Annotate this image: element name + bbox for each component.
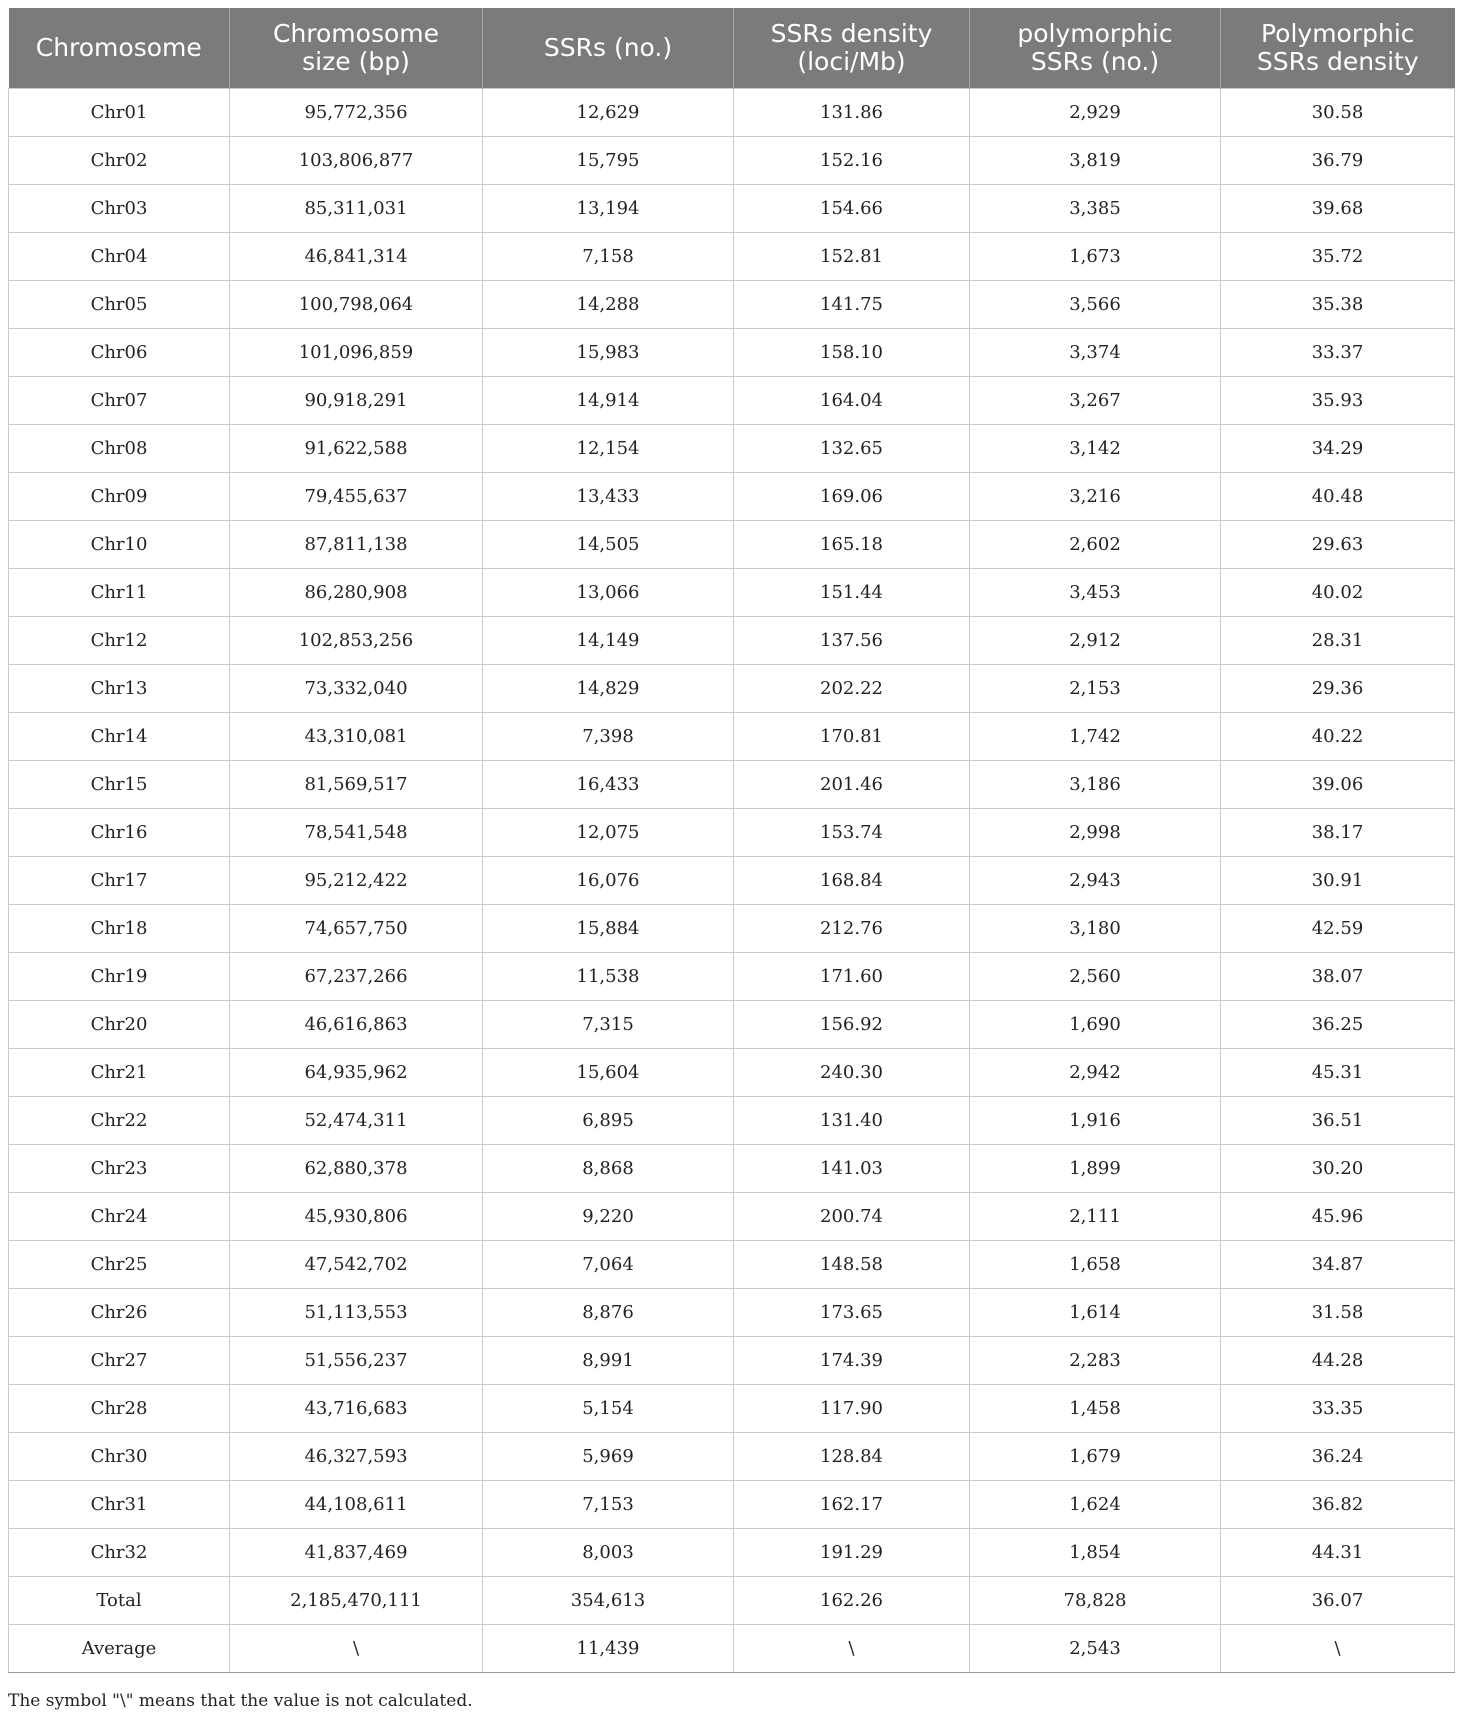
table-cell-chromosome: Chr17: [9, 857, 230, 905]
table-cell-chromosome-size: 73,332,040: [230, 665, 483, 713]
table-cell-polymorphic-ssrs-density: 33.35: [1221, 1385, 1455, 1433]
column-header-line: (loci/Mb): [797, 47, 906, 76]
table-cell-polymorphic-ssrs-density: 30.91: [1221, 857, 1455, 905]
column-header-chromosome-size: [230, 8, 483, 89]
table-row: [9, 665, 1455, 713]
table-cell-chromosome-size: 102,853,256: [230, 617, 483, 665]
table-row: [9, 281, 1455, 329]
column-header-ssrs-density: [734, 8, 970, 89]
data-table-container: [8, 8, 1454, 1673]
table-row: [9, 1193, 1455, 1241]
table-row: [9, 1337, 1455, 1385]
table-cell-ssrs-count: 5,969: [483, 1433, 734, 1481]
table-cell-polymorphic-ssrs-count: 2,283: [970, 1337, 1221, 1385]
table-cell-chromosome-size: 79,455,637: [230, 473, 483, 521]
table-cell-chromosome: Chr13: [9, 665, 230, 713]
table-cell-chromosome: Chr20: [9, 1001, 230, 1049]
table-cell-chromosome: Chr11: [9, 569, 230, 617]
table-cell-polymorphic-ssrs-density: 45.96: [1221, 1193, 1455, 1241]
table-cell-polymorphic-ssrs-density: 33.37: [1221, 329, 1455, 377]
table-cell-chromosome: Chr12: [9, 617, 230, 665]
table-cell-polymorphic-ssrs-density: 36.07: [1221, 1577, 1455, 1625]
table-cell-polymorphic-ssrs-density: 39.68: [1221, 185, 1455, 233]
column-header-line: SSRs density: [1256, 47, 1419, 76]
table-cell-ssrs-count: 8,868: [483, 1145, 734, 1193]
table-cell-ssrs-density: 174.39: [734, 1337, 970, 1385]
column-header-line: SSRs density: [770, 19, 933, 48]
table-cell-ssrs-density: 162.26: [734, 1577, 970, 1625]
table-row: [9, 473, 1455, 521]
table-cell-ssrs-count: 6,895: [483, 1097, 734, 1145]
table-cell-polymorphic-ssrs-density: 44.28: [1221, 1337, 1455, 1385]
table-cell-chromosome-size: 67,237,266: [230, 953, 483, 1001]
table-cell-ssrs-density: 152.16: [734, 137, 970, 185]
table-cell-ssrs-density: 141.03: [734, 1145, 970, 1193]
table-cell-ssrs-density: 164.04: [734, 377, 970, 425]
table-cell-ssrs-density: 151.44: [734, 569, 970, 617]
table-cell-polymorphic-ssrs-count: 1,658: [970, 1241, 1221, 1289]
column-header-line: Polymorphic: [1260, 19, 1415, 48]
column-header-line: SSRs (no.): [1030, 47, 1160, 76]
table-cell-polymorphic-ssrs-density: 38.07: [1221, 953, 1455, 1001]
table-cell-ssrs-density: 117.90: [734, 1385, 970, 1433]
table-cell-polymorphic-ssrs-density: 45.31: [1221, 1049, 1455, 1097]
table-header-row: [9, 8, 1455, 89]
table-cell-polymorphic-ssrs-count: 2,943: [970, 857, 1221, 905]
table-cell-ssrs-count: 15,795: [483, 137, 734, 185]
table-cell-polymorphic-ssrs-count: 3,819: [970, 137, 1221, 185]
table-row: [9, 1049, 1455, 1097]
table-cell-ssrs-density: 200.74: [734, 1193, 970, 1241]
table-cell-ssrs-density: 165.18: [734, 521, 970, 569]
table-cell-polymorphic-ssrs-count: 3,453: [970, 569, 1221, 617]
table-row: [9, 809, 1455, 857]
table-cell-polymorphic-ssrs-density: 29.63: [1221, 521, 1455, 569]
table-cell-polymorphic-ssrs-density: 42.59: [1221, 905, 1455, 953]
table-cell-polymorphic-ssrs-density: 36.51: [1221, 1097, 1455, 1145]
table-cell-polymorphic-ssrs-density: 36.82: [1221, 1481, 1455, 1529]
table-row: [9, 1625, 1455, 1673]
table-cell-polymorphic-ssrs-count: 2,998: [970, 809, 1221, 857]
table-cell-ssrs-count: 7,158: [483, 233, 734, 281]
column-header-chromosome: [9, 8, 230, 89]
table-cell-polymorphic-ssrs-count: 2,543: [970, 1625, 1221, 1673]
table-cell-chromosome-size: \: [230, 1625, 483, 1673]
table-cell-ssrs-count: 5,154: [483, 1385, 734, 1433]
table-row: [9, 233, 1455, 281]
table-row: [9, 905, 1455, 953]
table-cell-polymorphic-ssrs-density: 28.31: [1221, 617, 1455, 665]
table-cell-chromosome: Chr09: [9, 473, 230, 521]
table-cell-polymorphic-ssrs-density: 29.36: [1221, 665, 1455, 713]
table-body: [9, 89, 1455, 1673]
table-cell-chromosome-size: 91,622,588: [230, 425, 483, 473]
table-cell-polymorphic-ssrs-density: 30.20: [1221, 1145, 1455, 1193]
table-cell-polymorphic-ssrs-density: 35.93: [1221, 377, 1455, 425]
table-cell-polymorphic-ssrs-count: 1,679: [970, 1433, 1221, 1481]
column-header-polymorphic-ssrs-count: [970, 8, 1221, 89]
table-cell-chromosome: Chr27: [9, 1337, 230, 1385]
table-cell-chromosome-size: 52,474,311: [230, 1097, 483, 1145]
table-row: [9, 1577, 1455, 1625]
table-cell-chromosome-size: 101,096,859: [230, 329, 483, 377]
table-cell-chromosome-size: 51,113,553: [230, 1289, 483, 1337]
table-cell-chromosome: Chr01: [9, 89, 230, 137]
table-cell-ssrs-count: 13,433: [483, 473, 734, 521]
table-cell-polymorphic-ssrs-count: 3,180: [970, 905, 1221, 953]
table-cell-polymorphic-ssrs-count: 2,111: [970, 1193, 1221, 1241]
table-cell-ssrs-count: 11,538: [483, 953, 734, 1001]
table-cell-polymorphic-ssrs-count: 1,673: [970, 233, 1221, 281]
table-cell-chromosome-size: 44,108,611: [230, 1481, 483, 1529]
table-cell-chromosome-size: 64,935,962: [230, 1049, 483, 1097]
table-cell-ssrs-density: 137.56: [734, 617, 970, 665]
table-cell-chromosome-size: 46,327,593: [230, 1433, 483, 1481]
table-cell-ssrs-density: \: [734, 1625, 970, 1673]
table-cell-chromosome: Chr31: [9, 1481, 230, 1529]
table-cell-polymorphic-ssrs-count: 3,385: [970, 185, 1221, 233]
table-cell-polymorphic-ssrs-density: 34.29: [1221, 425, 1455, 473]
table-row: [9, 185, 1455, 233]
table-cell-chromosome-size: 86,280,908: [230, 569, 483, 617]
table-cell-chromosome-size: 43,716,683: [230, 1385, 483, 1433]
table-cell-ssrs-count: 14,829: [483, 665, 734, 713]
table-cell-ssrs-count: 15,983: [483, 329, 734, 377]
table-header: [9, 8, 1455, 89]
table-cell-chromosome-size: 103,806,877: [230, 137, 483, 185]
table-cell-chromosome-size: 46,841,314: [230, 233, 483, 281]
table-cell-ssrs-density: 191.29: [734, 1529, 970, 1577]
table-cell-ssrs-count: 7,398: [483, 713, 734, 761]
table-row: [9, 617, 1455, 665]
table-cell-ssrs-density: 170.81: [734, 713, 970, 761]
table-row: [9, 89, 1455, 137]
table-cell-chromosome-size: 81,569,517: [230, 761, 483, 809]
table-cell-ssrs-density: 156.92: [734, 1001, 970, 1049]
table-cell-chromosome-size: 74,657,750: [230, 905, 483, 953]
table-cell-polymorphic-ssrs-count: 2,942: [970, 1049, 1221, 1097]
table-cell-ssrs-count: 16,076: [483, 857, 734, 905]
table-cell-polymorphic-ssrs-count: 2,153: [970, 665, 1221, 713]
table-cell-polymorphic-ssrs-count: 3,186: [970, 761, 1221, 809]
table-row: [9, 761, 1455, 809]
table-cell-polymorphic-ssrs-count: 3,566: [970, 281, 1221, 329]
table-cell-polymorphic-ssrs-density: 36.79: [1221, 137, 1455, 185]
table-cell-ssrs-count: 9,220: [483, 1193, 734, 1241]
table-cell-ssrs-count: 14,505: [483, 521, 734, 569]
table-cell-chromosome-size: 45,930,806: [230, 1193, 483, 1241]
table-cell-polymorphic-ssrs-count: 78,828: [970, 1577, 1221, 1625]
table-cell-polymorphic-ssrs-density: 39.06: [1221, 761, 1455, 809]
table-cell-polymorphic-ssrs-density: 40.48: [1221, 473, 1455, 521]
table-cell-chromosome-size: 90,918,291: [230, 377, 483, 425]
table-cell-chromosome: Chr23: [9, 1145, 230, 1193]
table-cell-ssrs-count: 14,149: [483, 617, 734, 665]
table-cell-ssrs-count: 8,003: [483, 1529, 734, 1577]
table-cell-polymorphic-ssrs-density: \: [1221, 1625, 1455, 1673]
column-header-line: Chromosome: [35, 33, 202, 62]
table-cell-polymorphic-ssrs-density: 36.24: [1221, 1433, 1455, 1481]
table-cell-chromosome: Chr21: [9, 1049, 230, 1097]
table-cell-polymorphic-ssrs-count: 1,742: [970, 713, 1221, 761]
table-cell-chromosome: Chr14: [9, 713, 230, 761]
table-cell-polymorphic-ssrs-density: 34.87: [1221, 1241, 1455, 1289]
table-row: [9, 521, 1455, 569]
table-row: [9, 329, 1455, 377]
table-cell-polymorphic-ssrs-density: 40.22: [1221, 713, 1455, 761]
table-cell-ssrs-density: 201.46: [734, 761, 970, 809]
table-cell-chromosome: Chr19: [9, 953, 230, 1001]
table-cell-polymorphic-ssrs-density: 35.38: [1221, 281, 1455, 329]
table-row: [9, 377, 1455, 425]
table-cell-polymorphic-ssrs-count: 3,216: [970, 473, 1221, 521]
table-cell-polymorphic-ssrs-density: 36.25: [1221, 1001, 1455, 1049]
table-cell-ssrs-count: 15,604: [483, 1049, 734, 1097]
table-cell-ssrs-count: 354,613: [483, 1577, 734, 1625]
table-row: [9, 1289, 1455, 1337]
table-cell-ssrs-density: 162.17: [734, 1481, 970, 1529]
table-row: [9, 569, 1455, 617]
table-cell-ssrs-density: 141.75: [734, 281, 970, 329]
table-row: [9, 1385, 1455, 1433]
table-cell-polymorphic-ssrs-density: 35.72: [1221, 233, 1455, 281]
column-header-line: Chromosome: [272, 19, 440, 48]
table-cell-chromosome: Chr18: [9, 905, 230, 953]
table-row: [9, 1433, 1455, 1481]
table-cell-chromosome: Chr30: [9, 1433, 230, 1481]
table-cell-polymorphic-ssrs-count: 2,602: [970, 521, 1221, 569]
table-cell-chromosome-size: 95,212,422: [230, 857, 483, 905]
table-cell-chromosome: Chr24: [9, 1193, 230, 1241]
table-cell-ssrs-density: 131.40: [734, 1097, 970, 1145]
column-header-line: polymorphic: [1017, 19, 1173, 48]
table-row: [9, 1001, 1455, 1049]
table-cell-chromosome-size: 46,616,863: [230, 1001, 483, 1049]
table-row: [9, 425, 1455, 473]
table-cell-polymorphic-ssrs-count: 1,854: [970, 1529, 1221, 1577]
table-cell-polymorphic-ssrs-count: 1,458: [970, 1385, 1221, 1433]
table-cell-ssrs-density: 212.76: [734, 905, 970, 953]
table-cell-chromosome: Chr25: [9, 1241, 230, 1289]
column-header-line: SSRs (no.): [543, 33, 673, 62]
table-cell-ssrs-density: 158.10: [734, 329, 970, 377]
table-row: [9, 953, 1455, 1001]
table-cell-ssrs-density: 132.65: [734, 425, 970, 473]
table-cell-ssrs-count: 12,075: [483, 809, 734, 857]
table-cell-ssrs-count: 11,439: [483, 1625, 734, 1673]
table-cell-ssrs-density: 171.60: [734, 953, 970, 1001]
table-cell-ssrs-density: 173.65: [734, 1289, 970, 1337]
table-cell-chromosome: Chr05: [9, 281, 230, 329]
table-cell-chromosome: Chr28: [9, 1385, 230, 1433]
table-cell-ssrs-count: 14,288: [483, 281, 734, 329]
table-cell-ssrs-count: 12,154: [483, 425, 734, 473]
table-cell-ssrs-density: 148.58: [734, 1241, 970, 1289]
table-cell-chromosome: Total: [9, 1577, 230, 1625]
table-cell-polymorphic-ssrs-count: 2,560: [970, 953, 1221, 1001]
table-cell-chromosome-size: 62,880,378: [230, 1145, 483, 1193]
table-row: [9, 1529, 1455, 1577]
table-cell-polymorphic-ssrs-density: 38.17: [1221, 809, 1455, 857]
table-row: [9, 1481, 1455, 1529]
table-cell-chromosome: Average: [9, 1625, 230, 1673]
table-cell-chromosome: Chr04: [9, 233, 230, 281]
table-row: [9, 1097, 1455, 1145]
table-cell-polymorphic-ssrs-count: 1,916: [970, 1097, 1221, 1145]
table-cell-polymorphic-ssrs-count: 2,912: [970, 617, 1221, 665]
table-cell-chromosome-size: 85,311,031: [230, 185, 483, 233]
table-cell-chromosome-size: 95,772,356: [230, 89, 483, 137]
table-cell-chromosome-size: 100,798,064: [230, 281, 483, 329]
table-cell-polymorphic-ssrs-count: 1,690: [970, 1001, 1221, 1049]
table-cell-polymorphic-ssrs-count: 1,614: [970, 1289, 1221, 1337]
table-row: [9, 713, 1455, 761]
table-cell-ssrs-count: 8,876: [483, 1289, 734, 1337]
table-cell-ssrs-density: 169.06: [734, 473, 970, 521]
table-cell-ssrs-density: 154.66: [734, 185, 970, 233]
table-cell-ssrs-count: 8,991: [483, 1337, 734, 1385]
table-cell-chromosome: Chr08: [9, 425, 230, 473]
table-cell-polymorphic-ssrs-count: 3,374: [970, 329, 1221, 377]
column-header-polymorphic-ssrs-density: [1221, 8, 1455, 89]
table-cell-chromosome-size: 78,541,548: [230, 809, 483, 857]
table-cell-ssrs-density: 131.86: [734, 89, 970, 137]
table-cell-chromosome: Chr02: [9, 137, 230, 185]
table-cell-chromosome: Chr26: [9, 1289, 230, 1337]
table-cell-ssrs-count: 7,064: [483, 1241, 734, 1289]
table-cell-ssrs-density: 240.30: [734, 1049, 970, 1097]
table-cell-polymorphic-ssrs-count: 2,929: [970, 89, 1221, 137]
table-cell-polymorphic-ssrs-count: 1,899: [970, 1145, 1221, 1193]
table-cell-ssrs-count: 13,066: [483, 569, 734, 617]
table-cell-ssrs-count: 14,914: [483, 377, 734, 425]
table-cell-polymorphic-ssrs-density: 31.58: [1221, 1289, 1455, 1337]
table-cell-chromosome: Chr16: [9, 809, 230, 857]
table-row: [9, 1145, 1455, 1193]
table-cell-chromosome-size: 43,310,081: [230, 713, 483, 761]
table-cell-polymorphic-ssrs-count: 3,142: [970, 425, 1221, 473]
table-row: [9, 137, 1455, 185]
table-cell-ssrs-count: 15,884: [483, 905, 734, 953]
table-row: [9, 1241, 1455, 1289]
table-cell-ssrs-density: 128.84: [734, 1433, 970, 1481]
table-cell-ssrs-density: 168.84: [734, 857, 970, 905]
table-cell-polymorphic-ssrs-count: 1,624: [970, 1481, 1221, 1529]
table-cell-chromosome: Chr03: [9, 185, 230, 233]
table-cell-ssrs-density: 202.22: [734, 665, 970, 713]
table-cell-ssrs-density: 152.81: [734, 233, 970, 281]
table-cell-ssrs-count: 7,153: [483, 1481, 734, 1529]
table-cell-polymorphic-ssrs-density: 44.31: [1221, 1529, 1455, 1577]
table-cell-polymorphic-ssrs-density: 40.02: [1221, 569, 1455, 617]
table-cell-polymorphic-ssrs-density: 30.58: [1221, 89, 1455, 137]
table-footnote: The symbol "\" means that the value is not calculated.: [8, 1691, 473, 1711]
table-cell-chromosome-size: 51,556,237: [230, 1337, 483, 1385]
table-cell-chromosome-size: 2,185,470,111: [230, 1577, 483, 1625]
column-header-line: size (bp): [302, 47, 410, 76]
table-cell-chromosome: Chr15: [9, 761, 230, 809]
table-cell-polymorphic-ssrs-count: 3,267: [970, 377, 1221, 425]
table-row: [9, 857, 1455, 905]
table-cell-chromosome: Chr07: [9, 377, 230, 425]
table-cell-ssrs-count: 16,433: [483, 761, 734, 809]
table-cell-chromosome-size: 41,837,469: [230, 1529, 483, 1577]
table-cell-ssrs-count: 12,629: [483, 89, 734, 137]
table-cell-ssrs-count: 7,315: [483, 1001, 734, 1049]
table-cell-chromosome: Chr10: [9, 521, 230, 569]
table-cell-chromosome: Chr06: [9, 329, 230, 377]
table-cell-chromosome-size: 87,811,138: [230, 521, 483, 569]
table-cell-chromosome: Chr32: [9, 1529, 230, 1577]
table-cell-ssrs-count: 13,194: [483, 185, 734, 233]
table-cell-chromosome-size: 47,542,702: [230, 1241, 483, 1289]
column-header-ssrs-count: [483, 8, 734, 89]
table-cell-ssrs-density: 153.74: [734, 809, 970, 857]
ssr-chromosome-table: [8, 8, 1455, 1673]
table-cell-chromosome: Chr22: [9, 1097, 230, 1145]
